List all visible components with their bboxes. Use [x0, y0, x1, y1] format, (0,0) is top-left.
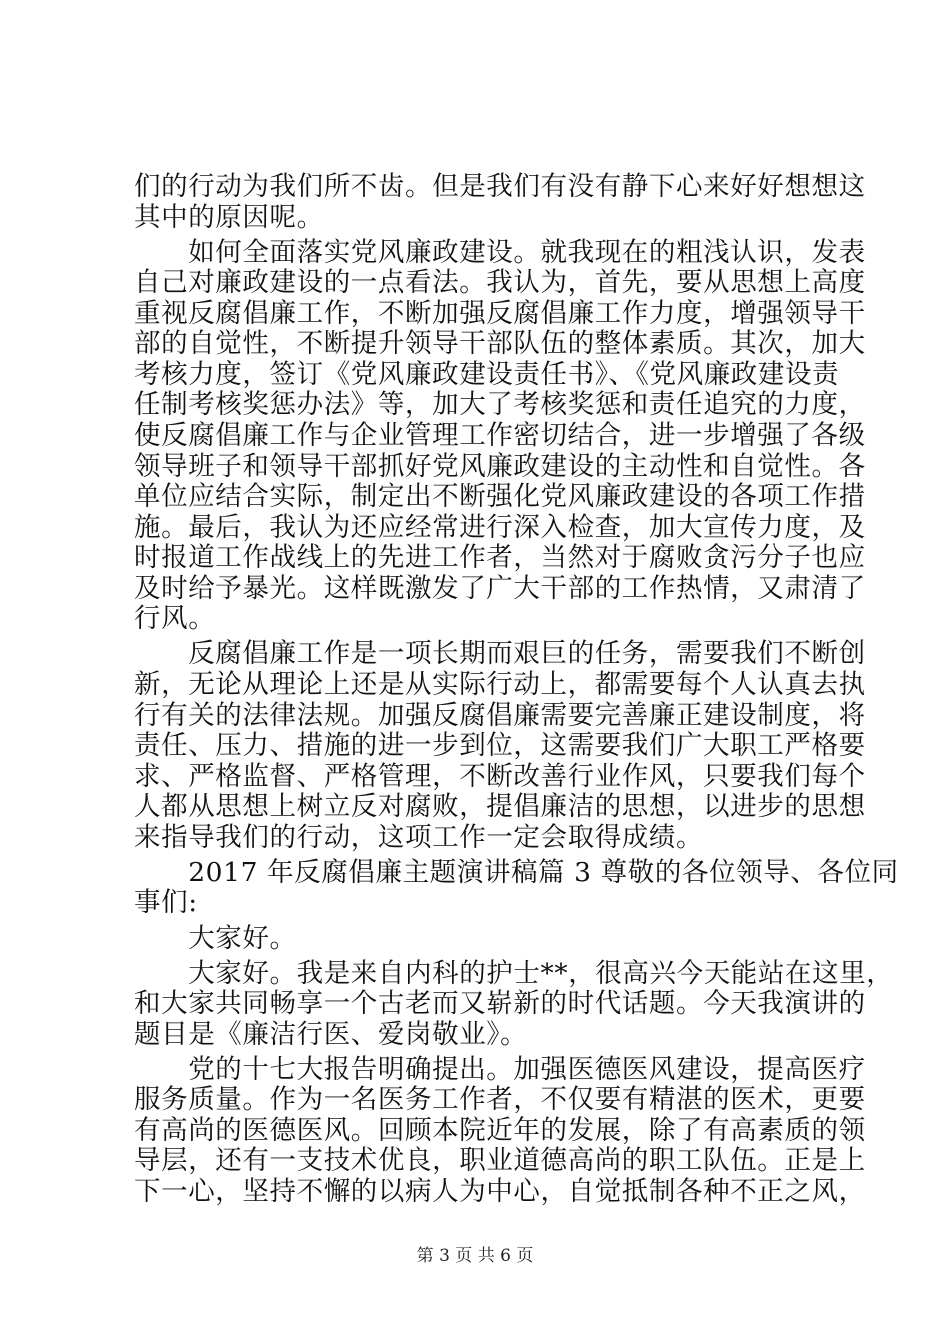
text-line: 单位应结合实际，制定出不断强化党风廉政建设的各项工作措 — [134, 481, 866, 512]
text-line: 其中的原因呢。 — [134, 202, 324, 233]
text-line: 如何全面落实党风廉政建设。就我现在的粗浅认识，发表 — [134, 237, 866, 268]
text-line: 服务质量。作为一名医务工作者，不仅要有精湛的医术，更要 — [134, 1084, 866, 1115]
text-line: 考核力度，签订《党风廉政建设责任书》、《党风廉政建设责 — [134, 359, 840, 390]
text-line: 大家好。 — [134, 923, 297, 954]
text-line: 责任、压力、措施的进一步到位，这需要我们广大职工严格要 — [134, 730, 866, 761]
text-line: 大家好。我是来自内科的护士**，很高兴今天能站在这里， — [134, 958, 894, 989]
text-line: 施。最后，我认为还应经常进行深入检查，加大宣传力度，及 — [134, 512, 866, 543]
text-line: 题目是《廉洁行医、爱岗敬业》。 — [134, 1019, 528, 1050]
text-line: 2017 年反腐倡廉主题演讲稿篇 3 尊敬的各位领导、各位同 — [134, 857, 899, 888]
text-line: 党的十七大报告明确提出。加强医德医风建设，提高医疗 — [134, 1054, 866, 1085]
text-line: 人都从思想上树立反对腐败，提倡廉洁的思想，以进步的思想 — [134, 791, 866, 822]
text-line: 行风。 — [134, 603, 216, 634]
text-line: 任制考核奖惩办法》等，加大了考核奖惩和责任追究的力度， — [134, 389, 866, 420]
text-line: 使反腐倡廉工作与企业管理工作密切结合，进一步增强了各级 — [134, 420, 866, 451]
text-line: 领导班子和领导干部抓好党风廉政建设的主动性和自觉性。各 — [134, 451, 866, 482]
text-line: 导层，还有一支技术优良，职业道德高尚的职工队伍。正是上 — [134, 1145, 866, 1176]
page-number-footer: 第 3 页 共 6 页 — [416, 1246, 534, 1266]
text-line: 反腐倡廉工作是一项长期而艰巨的任务，需要我们不断创 — [134, 638, 866, 669]
text-line: 求、严格监督、严格管理，不断改善行业作风，只要我们每个 — [134, 761, 866, 792]
text-line: 新，无论从理论上还是从实际行动上，都需要每个人认真去执 — [134, 669, 866, 700]
text-line: 部的自觉性，不断提升领导干部队伍的整体素质。其次，加大 — [134, 328, 866, 359]
text-line: 事们: — [134, 887, 198, 918]
text-line: 重视反腐倡廉工作，不断加强反腐倡廉工作力度，增强领导干 — [134, 298, 866, 329]
text-line: 和大家共同畅享一个古老而又崭新的时代话题。今天我演讲的 — [134, 988, 866, 1019]
text-line: 有高尚的医德医风。回顾本院近年的发展，除了有高素质的领 — [134, 1115, 866, 1146]
text-line: 下一心，坚持不懈的以病人为中心，自觉抵制各种不正之风， — [134, 1176, 866, 1207]
text-line: 行有关的法律法规。加强反腐倡廉需要完善廉正建设制度，将 — [134, 700, 866, 731]
text-line: 自己对廉政建设的一点看法。我认为，首先，要从思想上高度 — [134, 267, 866, 298]
text-line: 及时给予暴光。这样既激发了广大干部的工作热情，又肃清了 — [134, 573, 866, 604]
text-line: 时报道工作战线上的先进工作者，当然对于腐败贪污分子也应 — [134, 542, 866, 573]
text-line: 们的行动为我们所不齿。但是我们有没有静下心来好好想想这 — [134, 171, 866, 202]
text-line: 来指导我们的行动，这项工作一定会取得成绩。 — [134, 822, 704, 853]
